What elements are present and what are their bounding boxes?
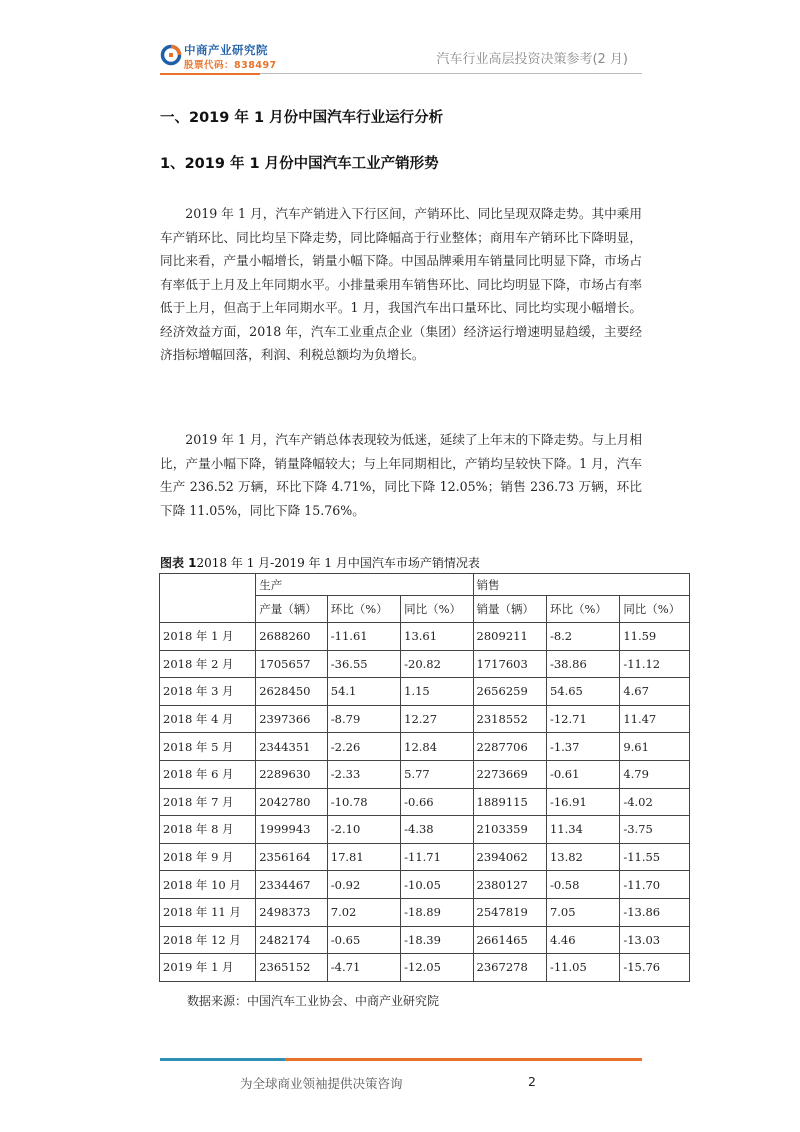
column-header: 环比（%） xyxy=(546,596,619,623)
row-value-cell: 4.67 xyxy=(620,678,690,706)
row-month-cell: 2018 年 9 月 xyxy=(160,843,256,871)
row-value-cell: -11.70 xyxy=(620,871,690,899)
table-row xyxy=(160,816,690,844)
column-header: 同比（%） xyxy=(401,596,473,623)
document-title: 汽车行业高层投资决策参考(2 月) xyxy=(436,52,628,67)
row-value-cell: -12.71 xyxy=(546,705,619,733)
row-value-cell: -12.05 xyxy=(401,954,473,982)
row-month-cell: 2018 年 2 月 xyxy=(160,650,256,678)
group-header-production: 生产 xyxy=(256,574,473,596)
row-value-cell: 54.65 xyxy=(546,678,619,706)
header-divider xyxy=(160,73,642,75)
row-value-cell: 17.81 xyxy=(327,843,400,871)
row-value-cell: 4.46 xyxy=(546,926,619,954)
section-heading: 一、2019 年 1 月份中国汽车行业运行分析 xyxy=(160,110,444,126)
table-row xyxy=(160,623,690,651)
row-value-cell: 54.1 xyxy=(327,678,400,706)
column-header: 环比（%） xyxy=(327,596,400,623)
row-value-cell: -10.78 xyxy=(327,788,400,816)
group-header-sales: 销售 xyxy=(473,574,689,596)
row-value-cell: -16.91 xyxy=(546,788,619,816)
row-value-cell: 2318552 xyxy=(473,705,546,733)
row-value-cell: -8.2 xyxy=(546,623,619,651)
row-value-cell: 2688260 xyxy=(256,623,328,651)
row-value-cell: 13.82 xyxy=(546,843,619,871)
table-group-header-row xyxy=(160,574,690,596)
row-month-cell: 2018 年 6 月 xyxy=(160,760,256,788)
row-value-cell: 2344351 xyxy=(256,733,328,761)
table-row xyxy=(160,926,690,954)
row-value-cell: 11.47 xyxy=(620,705,690,733)
data-source-note: 数据来源：中国汽车工业协会、中商产业研究院 xyxy=(187,994,440,1008)
table-body xyxy=(160,623,690,982)
row-value-cell: 1999943 xyxy=(256,816,328,844)
row-value-cell: -13.03 xyxy=(620,926,690,954)
row-value-cell: -2.10 xyxy=(327,816,400,844)
row-value-cell: -4.71 xyxy=(327,954,400,982)
row-value-cell: 1717603 xyxy=(473,650,546,678)
table-row xyxy=(160,788,690,816)
row-value-cell: -4.38 xyxy=(401,816,473,844)
row-value-cell: -18.39 xyxy=(401,926,473,954)
row-value-cell: -3.75 xyxy=(620,816,690,844)
table-row xyxy=(160,871,690,899)
page-number: 2 xyxy=(528,1074,536,1089)
logo-company-name: 中商产业研究院 xyxy=(184,43,268,57)
row-value-cell: 2287706 xyxy=(473,733,546,761)
row-value-cell: 2809211 xyxy=(473,623,546,651)
row-value-cell: 2273669 xyxy=(473,760,546,788)
row-value-cell: -0.92 xyxy=(327,871,400,899)
row-value-cell: -10.05 xyxy=(401,871,473,899)
paragraph-summary: 2019 年 1 月，汽车产销总体表现较为低迷，延续了上年末的下降走势。与上月相比，产量小幅下降，销量降幅较大；与上年同期相比，产销均呈较快下降。1 月，汽车生产 236.52 万辆，环比下降 4.71%，同比下降 12.05%；销售 236.73 万辆，环比下降 11.05%，同比下降 15.76%。 xyxy=(160,432,642,518)
row-value-cell: -13.86 xyxy=(620,898,690,926)
table-row xyxy=(160,678,690,706)
row-value-cell: -8.79 xyxy=(327,705,400,733)
row-value-cell: 2482174 xyxy=(256,926,328,954)
row-value-cell: -0.66 xyxy=(401,788,473,816)
row-value-cell: -18.89 xyxy=(401,898,473,926)
table-row xyxy=(160,705,690,733)
row-value-cell: -2.26 xyxy=(327,733,400,761)
table-row xyxy=(160,898,690,926)
row-value-cell: 4.79 xyxy=(620,760,690,788)
paragraph-overview: 2019 年 1 月，汽车产销进入下行区间，产销环比、同比呈现双降走势。其中乘用车产销环比、同比均呈下降走势，同比降幅高于行业整体；商用车产销环比下降明显，同比来看，产量小幅增长，销量小幅下降。中国品牌乘用车销量同比明显下降，市场占有率低于上月及上年同期水平。小排量乘用车销售环比、同比均明显下降，市场占有率低于上月，但高于上年同期水平。1 月，我国汽车出口量环比、同比均实现小幅增长。经济效益方面，2018 年，汽车工业重点企业（集团）经济运行增速明显趋缓，主要经济指标增幅回落，利润、利税总额均为负增长。 xyxy=(160,206,642,362)
row-month-cell: 2018 年 10 月 xyxy=(160,871,256,899)
row-value-cell: 2334467 xyxy=(256,871,328,899)
row-month-cell: 2018 年 11 月 xyxy=(160,898,256,926)
table-row xyxy=(160,760,690,788)
subsection-heading: 1、2019 年 1 月份中国汽车工业产销形势 xyxy=(160,156,439,172)
row-value-cell: -20.82 xyxy=(401,650,473,678)
row-month-cell: 2018 年 8 月 xyxy=(160,816,256,844)
column-header: 产量（辆） xyxy=(256,596,328,623)
footer-divider xyxy=(160,1058,642,1061)
row-month-cell: 2019 年 1 月 xyxy=(160,954,256,982)
row-value-cell: -11.71 xyxy=(401,843,473,871)
row-month-cell: 2018 年 1 月 xyxy=(160,623,256,651)
row-value-cell: -1.37 xyxy=(546,733,619,761)
row-value-cell: 9.61 xyxy=(620,733,690,761)
logo-ring-icon xyxy=(160,44,182,66)
row-value-cell: 12.27 xyxy=(401,705,473,733)
row-value-cell: -0.61 xyxy=(546,760,619,788)
row-value-cell: -11.55 xyxy=(620,843,690,871)
row-value-cell: -0.58 xyxy=(546,871,619,899)
row-value-cell: 2103359 xyxy=(473,816,546,844)
row-month-cell: 2018 年 3 月 xyxy=(160,678,256,706)
row-value-cell: 2661465 xyxy=(473,926,546,954)
row-value-cell: 7.02 xyxy=(327,898,400,926)
row-value-cell: 5.77 xyxy=(401,760,473,788)
row-value-cell: -4.02 xyxy=(620,788,690,816)
company-logo xyxy=(160,42,290,72)
row-value-cell: 1705657 xyxy=(256,650,328,678)
table-corner-cell xyxy=(160,574,256,623)
row-value-cell: 2380127 xyxy=(473,871,546,899)
logo-stock-code: 股票代码：838497 xyxy=(184,60,277,71)
row-value-cell: -11.12 xyxy=(620,650,690,678)
row-value-cell: 12.84 xyxy=(401,733,473,761)
row-month-cell: 2018 年 4 月 xyxy=(160,705,256,733)
table-row xyxy=(160,843,690,871)
row-value-cell: 7.05 xyxy=(546,898,619,926)
row-value-cell: -2.33 xyxy=(327,760,400,788)
production-sales-table xyxy=(159,573,690,982)
table-caption-label: 图表 1 xyxy=(160,556,197,570)
table-row xyxy=(160,650,690,678)
row-value-cell: 2356164 xyxy=(256,843,328,871)
row-value-cell: 2656259 xyxy=(473,678,546,706)
row-value-cell: -36.55 xyxy=(327,650,400,678)
row-value-cell: -38.86 xyxy=(546,650,619,678)
row-value-cell: 2042780 xyxy=(256,788,328,816)
row-value-cell: 2365152 xyxy=(256,954,328,982)
row-value-cell: -15.76 xyxy=(620,954,690,982)
table-caption-text: 2018 年 1 月-2019 年 1 月中国汽车市场产销情况表 xyxy=(196,556,480,570)
row-value-cell: -11.05 xyxy=(546,954,619,982)
row-value-cell: 2289630 xyxy=(256,760,328,788)
row-value-cell: -11.61 xyxy=(327,623,400,651)
row-value-cell: 11.59 xyxy=(620,623,690,651)
row-value-cell: 2628450 xyxy=(256,678,328,706)
table-row xyxy=(160,733,690,761)
row-month-cell: 2018 年 7 月 xyxy=(160,788,256,816)
row-month-cell: 2018 年 12 月 xyxy=(160,926,256,954)
footer-slogan: 为全球商业领袖提供决策咨询 xyxy=(240,1076,403,1091)
row-value-cell: -0.65 xyxy=(327,926,400,954)
table-caption xyxy=(160,554,480,571)
row-value-cell: 13.61 xyxy=(401,623,473,651)
row-month-cell: 2018 年 5 月 xyxy=(160,733,256,761)
row-value-cell: 2367278 xyxy=(473,954,546,982)
row-value-cell: 11.34 xyxy=(546,816,619,844)
row-value-cell: 2394062 xyxy=(473,843,546,871)
row-value-cell: 2498373 xyxy=(256,898,328,926)
column-header: 销量（辆） xyxy=(473,596,546,623)
row-value-cell: 1.15 xyxy=(401,678,473,706)
row-value-cell: 2397366 xyxy=(256,705,328,733)
table-row xyxy=(160,954,690,982)
column-header: 同比（%） xyxy=(620,596,690,623)
row-value-cell: 2547819 xyxy=(473,898,546,926)
row-value-cell: 1889115 xyxy=(473,788,546,816)
